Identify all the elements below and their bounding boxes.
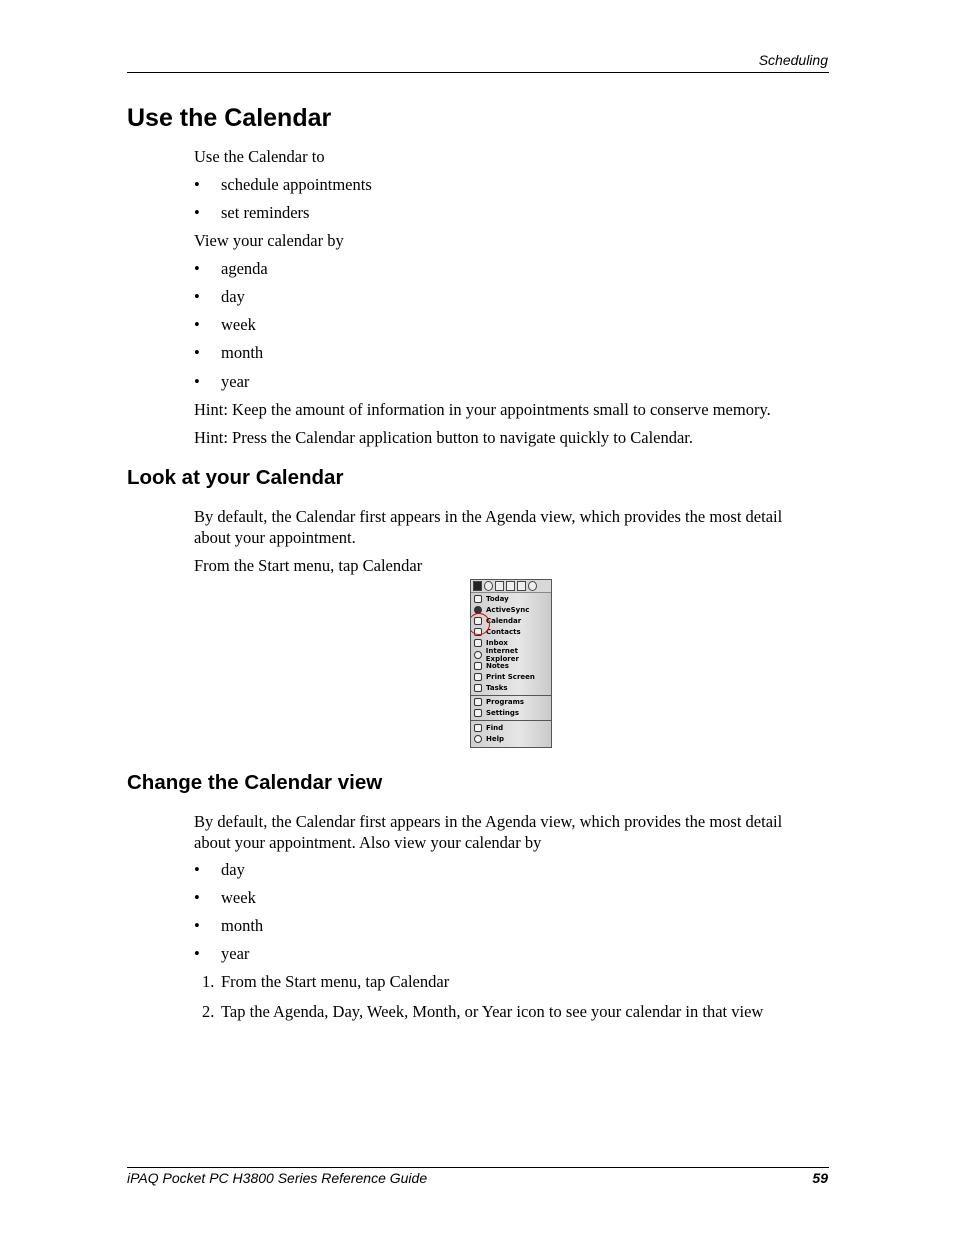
hint-text: Hint: Press the Calendar application button to navigate quickly to Calendar. <box>194 428 694 447</box>
find-icon <box>474 724 482 732</box>
footer-title: iPAQ Pocket PC H3800 Series Reference Guide <box>127 1170 428 1186</box>
list-item: • year <box>194 944 250 963</box>
instruction-text: From the Start menu, tap Calendar <box>194 556 423 575</box>
menu-item-find: Find <box>471 722 551 733</box>
menu-item-internet-explorer: Internet Explorer <box>471 649 551 660</box>
calendar-icon <box>495 581 504 591</box>
programs-icon <box>474 698 482 706</box>
menu-item-tasks: Tasks <box>471 683 551 694</box>
list-item: • week <box>194 315 256 334</box>
start-menu-toolbar <box>471 580 551 593</box>
print-screen-icon <box>474 673 482 681</box>
section-title-change-view: Change the Calendar view <box>127 771 383 794</box>
menu-item-notes: Notes <box>471 660 551 671</box>
list-item: • month <box>194 916 264 935</box>
list-item: • agenda <box>194 259 268 278</box>
view-intro-text: View your calendar by <box>194 231 344 250</box>
menu-item-print-screen: Print Screen <box>471 671 551 682</box>
menu-item-inbox: Inbox <box>471 638 551 649</box>
menu-item-help: Help <box>471 733 551 744</box>
menu-item-programs: Programs <box>471 697 551 708</box>
internet-explorer-icon <box>528 581 537 591</box>
help-icon <box>474 735 482 743</box>
paragraph: By default, the Calendar first appears in the Agenda view, which provides the most detail about your appointment. Also view your calendar by <box>194 812 783 852</box>
start-menu-screenshot <box>470 579 552 748</box>
list-item: • set reminders <box>194 203 310 222</box>
menu-item-contacts: Contacts <box>471 627 551 638</box>
internet-explorer-icon <box>474 651 482 659</box>
notes-icon <box>474 662 482 670</box>
section-title-use-calendar: Use the Calendar <box>127 104 332 132</box>
step-item: 1. From the Start menu, tap Calendar <box>202 972 450 991</box>
section-title-look-calendar: Look at your Calendar <box>127 466 344 489</box>
menu-item-calendar: Calendar <box>471 615 551 626</box>
page-number: 59 <box>812 1170 828 1186</box>
inbox-icon <box>517 581 526 591</box>
menu-item-settings: Settings <box>471 708 551 719</box>
list-item: • year <box>194 372 250 391</box>
contacts-icon <box>506 581 515 591</box>
intro-text: Use the Calendar to <box>194 147 325 166</box>
step-item: 2. Tap the Agenda, Day, Week, Month, or Year icon to see your calendar in that view <box>202 1002 764 1021</box>
inbox-icon <box>474 639 482 647</box>
header-rule <box>127 72 829 73</box>
activesync-icon <box>484 581 493 591</box>
hint-text: Hint: Keep the amount of information in your appointments small to conserve memory. <box>194 400 771 419</box>
list-item: • day <box>194 860 245 879</box>
today-icon <box>474 595 482 603</box>
menu-item-today: Today <box>471 593 551 604</box>
list-item: • week <box>194 888 256 907</box>
list-item: • month <box>194 343 264 362</box>
running-header: Scheduling <box>758 52 828 68</box>
menu-divider <box>471 720 551 721</box>
tasks-icon <box>474 684 482 692</box>
footer-rule <box>127 1167 829 1168</box>
paragraph: By default, the Calendar first appears in the Agenda view, which provides the most detail about your appointment. <box>194 507 783 547</box>
windows-start-icon <box>473 581 482 591</box>
list-item: • schedule appointments <box>194 175 372 194</box>
settings-icon <box>474 709 482 717</box>
list-item: • day <box>194 287 245 306</box>
menu-item-activesync: ActiveSync <box>471 604 551 615</box>
menu-divider <box>471 695 551 696</box>
